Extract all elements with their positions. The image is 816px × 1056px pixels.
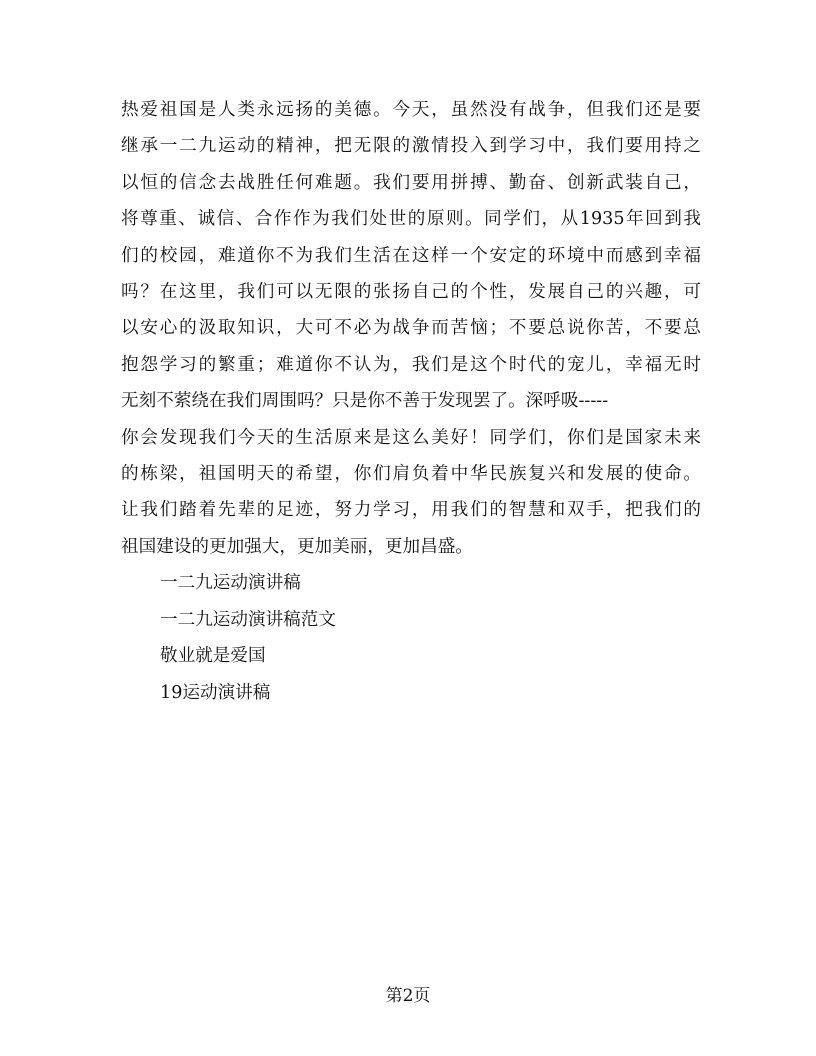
body-line: 热爱祖国是人类永远扬的美德。今天，虽然没有战争，但我们还是要 xyxy=(121,100,701,120)
body-line: 以恒的信念去战胜任何难题。我们要用拼搏、勤奋、创新武装自己， xyxy=(121,172,701,193)
body-line: 以安心的汲取知识，大可不必为战争而苦恼；不要总说你苦，不要总 xyxy=(121,318,701,339)
body-line: 抱怨学习的繁重；难道你不认为，我们是这个时代的宠儿，幸福无时 xyxy=(121,354,701,375)
page-number-footer: 第2页 xyxy=(385,986,431,1006)
body-line: 让我们踏着先辈的足迹，努力学习，用我们的智慧和双手，把我们的 xyxy=(121,500,701,521)
related-titles-list xyxy=(160,565,336,711)
body-line: 继承一二九运动的精神，把无限的激情投入到学习中，我们要用持之 xyxy=(121,136,701,157)
body-line: 无刻不萦绕在我们周围吗？只是你不善于发现罢了。深呼吸----- xyxy=(121,391,609,412)
related-title: 敬业就是爱国 xyxy=(160,646,266,667)
body-line: 们的校园，难道你不为我们生活在这样一个安定的环境中而感到幸福 xyxy=(121,245,701,266)
related-title: 一二九运动演讲稿范文 xyxy=(160,609,336,630)
body-line: 你会发现我们今天的生活原来是这么美好！同学们，你们是国家未来 xyxy=(121,427,701,448)
body-line: 的栋梁，祖国明天的希望，你们肩负着中华民族复兴和发展的使命。 xyxy=(121,463,701,484)
related-title: 19运动演讲稿 xyxy=(160,682,271,703)
body-line: 吗？在这里，我们可以无限的张扬自己的个性，发展自己的兴趣，可 xyxy=(121,281,701,302)
related-title: 一二九运动演讲稿 xyxy=(160,573,301,593)
body-line: 祖国建设的更加强大，更加美丽，更加昌盛。 xyxy=(121,536,473,557)
body-paragraph xyxy=(121,92,701,565)
body-line: 将尊重、诚信、合作作为我们处世的原则。同学们，从1935年回到我 xyxy=(121,209,701,230)
